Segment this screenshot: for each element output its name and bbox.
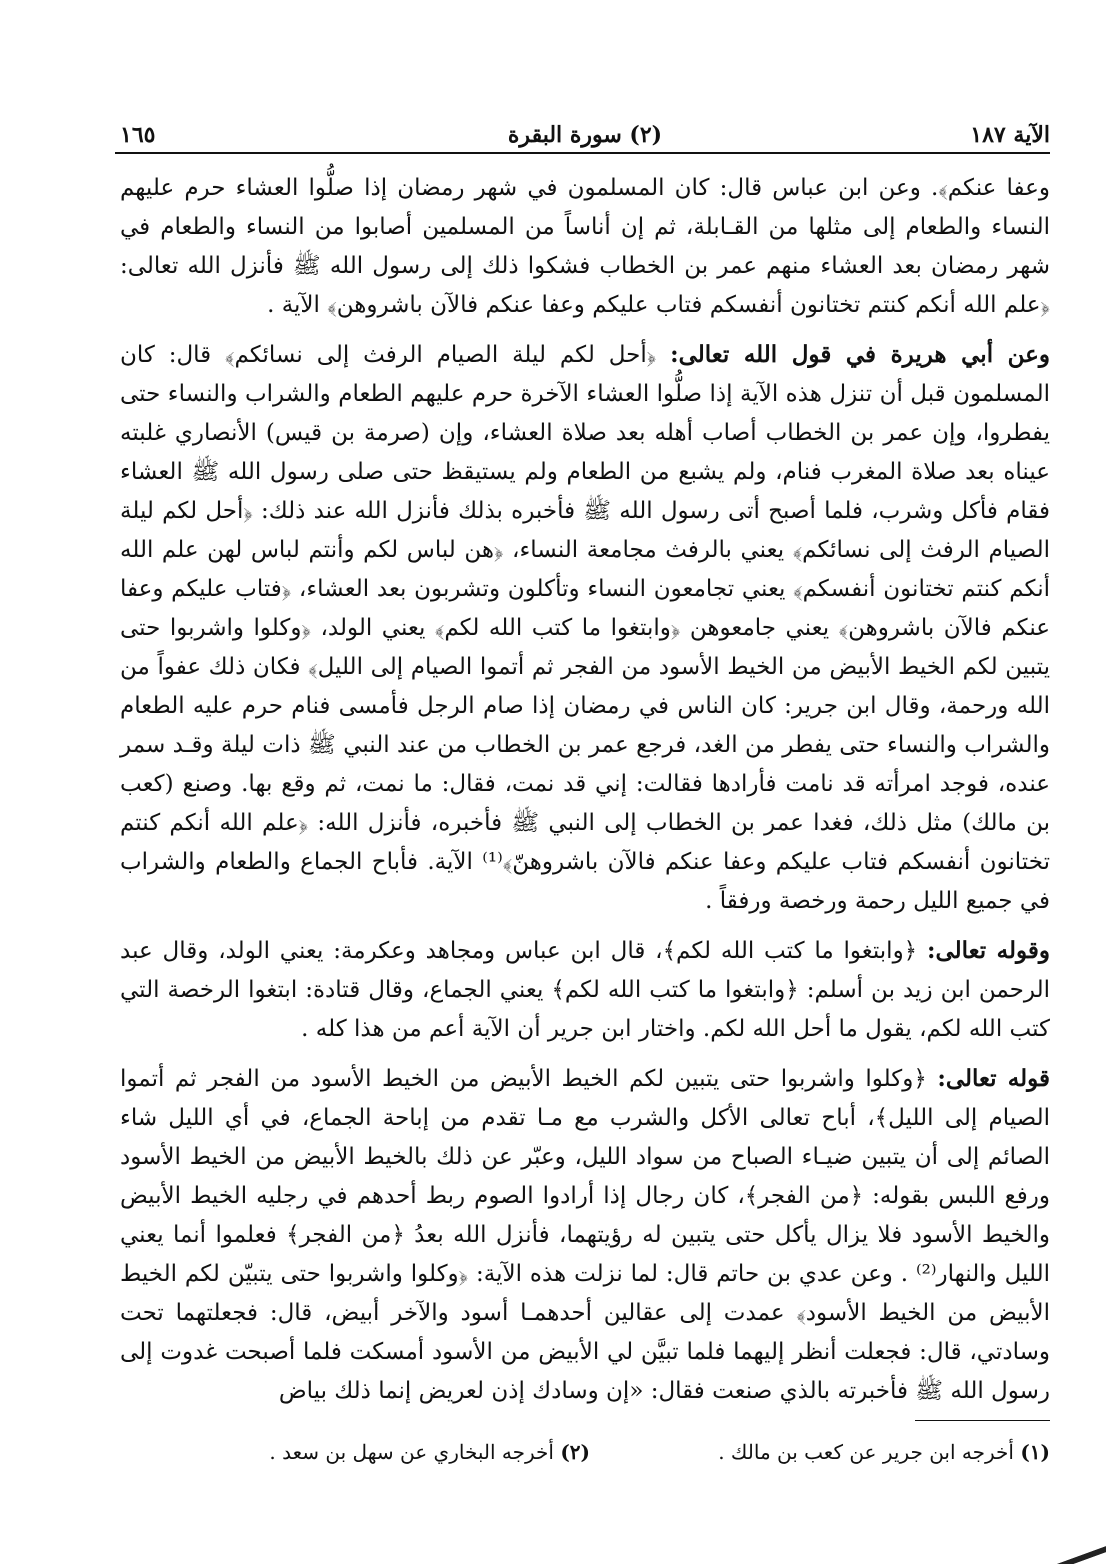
paragraph-lead: قوله تعالى: — [937, 1065, 1050, 1092]
page-number: ١٦٥ — [120, 122, 156, 148]
footnote-1 — [718, 1440, 1050, 1464]
paragraph — [120, 335, 1050, 921]
paragraph-text: وعفا عنكم﴾. وعن ابن عباس قال: كان المسلمون في شهر رمضان إذا صلُّوا العشاء حرم عليهم النساء والطعام إلى مثلها من القـابلة، ثم إن أناساً من المسلمين أصابوا من النساء والطعام في شهر رمضان بعد العشاء منهم عمر بن الخطاب فشكوا ذلك إلى رسول الله ﷺ فأنزل الله تعالى: ﴿علم الله أنكم كنتم تختانون أنفسكم فتاب عليكم وعفا عنكم فالآن باشروهن﴾ الآية . — [120, 175, 1050, 318]
footnotes — [120, 1440, 1050, 1480]
footnote-divider — [915, 1420, 1050, 1421]
paragraph-lead: وقوله تعالى: — [926, 937, 1050, 964]
paragraph — [120, 168, 1050, 325]
footnote-text: أخرجه البخاري عن سهل بن سعد . — [269, 1440, 554, 1464]
paragraph — [120, 1059, 1050, 1411]
footnote-number: (١) — [1020, 1440, 1050, 1464]
surah-label: (٢) سورة البقرة — [507, 122, 663, 148]
paragraph-lead: وعن أبي هريرة في قول الله تعالى: — [670, 341, 1050, 368]
footnote-text: أخرجه ابن جرير عن كعب بن مالك . — [718, 1440, 1014, 1464]
paragraph-text: ﴿وابتغوا ما كتب الله لكم﴾، قال ابن عباس ومجاهد وعكرمة: يعني الولد، وقال عبد الرحمن ابن زيد بن أسلم: ﴿وابتغوا ما كتب الله لكم﴾ يعني الجماع، وقال قتادة: ابتغوا الرخصة التي كتب الله لكم، يقول ما أحل الله لكم. واختار ابن جرير أن الآية أعم من هذا كله . — [120, 938, 1050, 1042]
main-text — [120, 168, 1050, 1421]
header-divider — [115, 152, 1050, 154]
verse-label: الآية ١٨٧ — [970, 122, 1050, 148]
page-header — [120, 118, 1050, 154]
scan-edge-mark — [1056, 1542, 1106, 1564]
paragraph-text: ﴿وكلوا واشربوا حتى يتبين لكم الخيط الأبيض من الخيط الأسود من الفجر ثم أتموا الصيام إلى الليل﴾، أباح تعالى الأكل والشرب مع مـا تقدم من إباحة الجماع، في أي الليل شاء الصائم إلى أن يتبين ضيـاء الصباح من سواد الليل، وعبّر عن ذلك بالخيط الأبيض من الخيط الأسود ورفع اللبس بقوله: ﴿من الفجر﴾، كان رجال إذا أرادوا الصوم ربط أحدهم في رجليه الخيط الأبيض والخيط الأسود فلا يزال يأكل حتى يتبين له رؤيتهما، فأنزل الله بعدُ ﴿من الفجر﴾ فعلموا أنما يعني الليل والنهار⁽²⁾ . وعن عدي بن حاتم قال: لما نزلت هذه الآية: ﴿وكلوا واشربوا حتى يتبيّن لكم الخيط الأبيض من الخيط الأسود﴾ عمدت إلى عقالين أحدهمـا أسود والآخر أبيض، قال: فجعلتهما تحت وسادتي، قال: فجعلت أنظر إليهما فلما تبيَّن لي الأبيض من الأسود أمسكت فلما أصبحت غدوت إلى رسول الله ﷺ فأخبرته بالذي صنعت فقال: «إن وسادك إذن لعريض إنما ذلك بياض — [120, 1066, 1050, 1404]
footnote-number: (٢) — [560, 1440, 590, 1464]
paragraph-text: ﴿أحل لكم ليلة الصيام الرفث إلى نسائكم﴾ قال: كان المسلمون قبل أن تنزل هذه الآية إذا صلُّوا العشاء الآخرة حرم عليهم الطعام والشراب والنساء حتى يفطروا، وإن عمر بن الخطاب أصاب أهله بعد صلاة العشاء، وإن (صرمة بن قيس) الأنصاري غلبته عيناه بعد صلاة المغرب فنام، ولم يشبع من الطعام ولم يستيقظ حتى صلى رسول الله ﷺ العشاء فقام فأكل وشرب، فلما أصبح أتى رسول الله ﷺ فأخبره بذلك فأنزل الله عند ذلك: ﴿أحل لكم ليلة الصيام الرفث إلى نسائكم﴾ يعني بالرفث مجامعة النساء، ﴿هن لباس لكم وأنتم لباس لهن علم الله أنكم كنتم تختانون أنفسكم﴾ يعني تجامعون النساء وتأكلون وتشربون بعد العشاء، ﴿فتاب عليكم وعفا عنكم فالآن باشروهن﴾ يعني جامعوهن ﴿وابتغوا ما كتب الله لكم﴾ يعني الولد، ﴿وكلوا واشربوا حتى يتبين لكم الخيط الأبيض من الخيط الأسود من الفجر ثم أتموا الصيام إلى الليل﴾ فكان ذلك عفواً من الله ورحمة، وقال ابن جرير: كان الناس في رمضان إذا صام الرجل فأمسى فنام حرم عليه الطعام والشراب والنساء حتى يفطر من الغد، فرجع عمر بن الخطاب من عند النبي ﷺ ذات ليلة وقـد سمر عنده، فوجد امرأته قد نامت فأرادها فقالت: إني قد نمت، فقال: ما نمت، ثم وقع بها. وصنع (كعب بن مالك) مثل ذلك، فغدا عمر بن الخطاب إلى النبي ﷺ فأخبره، فأنزل الله: ﴿علم الله أنكم كنتم تختانون أنفسكم فتاب عليكم وعفا عنكم فالآن باشروهنّ﴾⁽¹⁾ الآية. فأباح الجماع والطعام والشراب في جميع الليل رحمة ورخصة ورفقاً . — [120, 342, 1050, 914]
paragraph — [120, 931, 1050, 1049]
footnote-2 — [269, 1440, 590, 1464]
